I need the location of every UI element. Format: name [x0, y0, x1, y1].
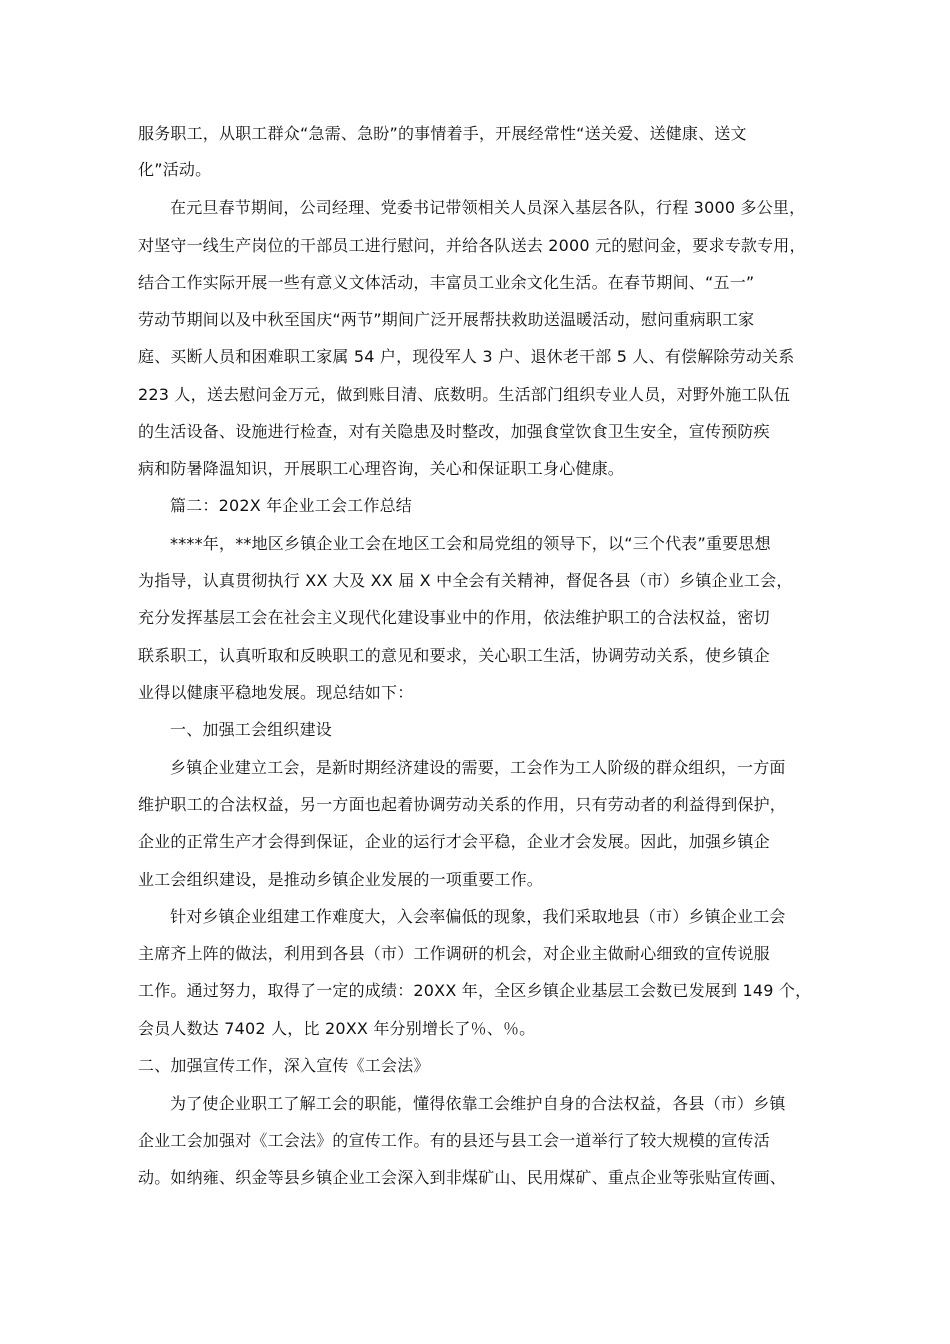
- text-line: 病和防暑降温知识，开展职工心理咨询，关心和保证职工身心健康。: [138, 459, 625, 478]
- text-line: 会员人数达 7402 人，比 20XX 年分别增长了％、％。: [138, 1019, 536, 1038]
- paragraph-line: 针对乡镇企业组建工作难度大，入会率偏低的现象，我们采取地县（市）乡镇企业工会: [170, 907, 786, 926]
- text-line: 为指导，认真贯彻执行 XX 大及 XX 届 X 中全会有关精神，督促各县（市）乡镇企业工会，: [138, 571, 793, 590]
- heading-line: 一、加强工会组织建设: [170, 720, 333, 739]
- text-line: 工作。通过努力，取得了一定的成绩：20XX 年，全区乡镇企业基层工会数已发展到 149 个，: [138, 981, 812, 1000]
- text-line: 动。如纳雍、织金等县乡镇企业工会深入到非煤矿山、民用煤矿、重点企业等张贴宣传画、: [138, 1168, 787, 1187]
- text-line: 充分发挥基层工会在社会主义现代化建设事业中的作用，依法维护职工的合法权益，密切: [138, 608, 770, 627]
- text-line: 联系职工，认真听取和反映职工的意见和要求，关心职工生活，协调劳动关系，使乡镇企: [138, 646, 770, 665]
- text-line: 企业工会加强对《工会法》的宣传工作。有的县还与县工会一道举行了较大规模的宣传活: [138, 1131, 770, 1150]
- text-line: 劳动节期间以及中秋至国庆“两节”期间广泛开展帮扶救助送温暖活动，慰问重病职工家: [138, 310, 755, 329]
- text-line: 企业的正常生产才会得到保证，企业的运行才会平稳，企业才会发展。因此，加强乡镇企: [138, 832, 770, 851]
- text-line: 化”活动。: [138, 160, 212, 179]
- text-line: 主席齐上阵的做法，利用到各县（市）工作调研的机会，对企业主做耐心细致的宣传说服: [138, 944, 770, 963]
- text-line: 业得以健康平稳地发展。现总结如下：: [138, 683, 414, 702]
- text-line: 结合工作实际开展一些有意义文体活动，丰富员工业余文化生活。在春节期间、“五一”: [138, 273, 755, 292]
- paragraph-line: 乡镇企业建立工会，是新时期经济建设的需要，工会作为工人阶级的群众组织，一方面: [170, 758, 786, 777]
- text-line: 服务职工，从职工群众“急需、急盼”的事情着手，开展经常性“送关爱、送健康、送文: [138, 124, 747, 143]
- section-title: 篇二：202X 年企业工会工作总结: [170, 496, 412, 515]
- text-line: 223 人，送去慰问金万元，做到账目清、底数明。生活部门组织专业人员，对野外施工队伍: [138, 385, 791, 404]
- heading-line: 二、加强宣传工作，深入宣传《工会法》: [138, 1056, 430, 1075]
- paragraph-line: ****年，**地区乡镇企业工会在地区工会和局党组的领导下，以“三个代表”重要思想: [170, 534, 771, 553]
- paragraph-line: 在元旦春节期间，公司经理、党委书记带领相关人员深入基层各队，行程 3000 多公里，: [170, 198, 806, 217]
- text-line: 对坚守一线生产岗位的干部员工进行慰问，并给各队送去 2000 元的慰问金，要求专款专用，: [138, 236, 806, 255]
- text-line: 的生活设备、设施进行检查，对有关隐患及时整改，加强食堂饮食卫生安全，宣传预防疾: [138, 422, 770, 441]
- paragraph-line: 为了使企业职工了解工会的职能，懂得依靠工会维护自身的合法权益，各县（市）乡镇: [170, 1094, 786, 1113]
- text-line: 庭、买断人员和困难职工家属 54 户，现役军人 3 户、退休老干部 5 人、有偿解除劳动关系: [138, 347, 795, 366]
- text-line: 维护职工的合法权益，另一方面也起着协调劳动关系的作用，只有劳动者的利益得到保护，: [138, 795, 787, 814]
- text-line: 业工会组织建设，是推动乡镇企业发展的一项重要工作。: [138, 870, 544, 889]
